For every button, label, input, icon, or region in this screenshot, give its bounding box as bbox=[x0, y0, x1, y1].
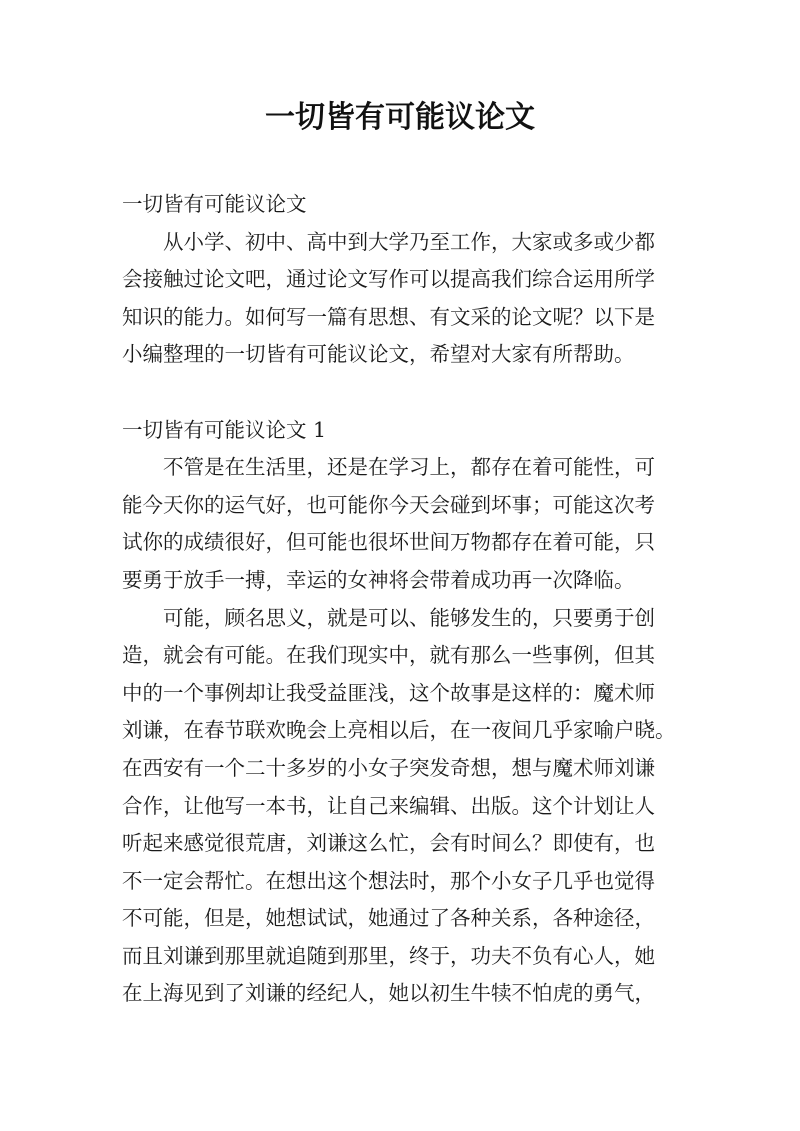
paragraph-line: 合作，让他写一本书，让自己来编辑、出版。这个计划让人 bbox=[122, 793, 655, 818]
document-body bbox=[122, 186, 684, 1013]
paragraph-line: 从小学、初中、高中到大学乃至工作，大家或多或少都 bbox=[163, 229, 655, 254]
paragraph-line: 听起来感觉很荒唐，刘谦这么忙，会有时间么？即使有，也 bbox=[122, 831, 655, 856]
paragraph-line: 能今天你的运气好，也可能你今天会碰到坏事；可能这次考 bbox=[122, 492, 655, 517]
paragraph-line: 知识的能力。如何写一篇有思想、有文采的论文呢？以下是 bbox=[122, 304, 655, 329]
paragraph-line: 小编整理的一切皆有可能议论文，希望对大家有所帮助。 bbox=[122, 342, 635, 367]
paragraph-line: 不管是在生活里，还是在学习上，都存在着可能性，可 bbox=[163, 455, 655, 480]
paragraph-line: 可能，顾名思义，就是可以、能够发生的，只要勇于创 bbox=[163, 605, 655, 630]
page-title: 一切皆有可能议论文 bbox=[265, 100, 535, 135]
paragraph-line: 刘谦，在春节联欢晚会上亮相以后，在一夜间几乎家喻户晓。 bbox=[122, 718, 676, 743]
paragraph-line: 要勇于放手一搏，幸运的女神将会带着成功再一次降临。 bbox=[122, 567, 635, 592]
paragraph-line: 不可能，但是，她想试试，她通过了各种关系，各种途径， bbox=[122, 906, 655, 931]
section-heading: 一切皆有可能议论文 1 bbox=[122, 417, 327, 442]
paragraph-line: 试你的成绩很好，但可能也很坏世间万物都存在着可能，只 bbox=[122, 530, 655, 555]
paragraph-line: 会接触过论文吧，通过论文写作可以提高我们综合运用所学 bbox=[122, 267, 655, 292]
intro-paragraph bbox=[122, 224, 684, 374]
section1-paragraph-2 bbox=[122, 600, 684, 1014]
paragraph-line: 中的一个事例却让我受益匪浅，这个故事是这样的：魔术师 bbox=[122, 680, 655, 705]
paragraph-line: 不一定会帮忙。在想出这个想法时，那个小女子几乎也觉得 bbox=[122, 868, 655, 893]
intro-heading: 一切皆有可能议论文 bbox=[122, 192, 307, 216]
blank-line bbox=[122, 374, 684, 412]
paragraph-line: 而且刘谦到那里就追随到那里，终于，功夫不负有心人，她 bbox=[122, 943, 655, 968]
paragraph-line: 造，就会有可能。在我们现实中，就有那么一些事例，但其 bbox=[122, 643, 655, 668]
paragraph-line: 在西安有一个二十多岁的小女子突发奇想，想与魔术师刘谦 bbox=[122, 755, 655, 780]
section1-paragraph-1 bbox=[122, 449, 684, 599]
paragraph-line: 在上海见到了刘谦的经纪人，她以初生牛犊不怕虎的勇气， bbox=[122, 981, 655, 1006]
